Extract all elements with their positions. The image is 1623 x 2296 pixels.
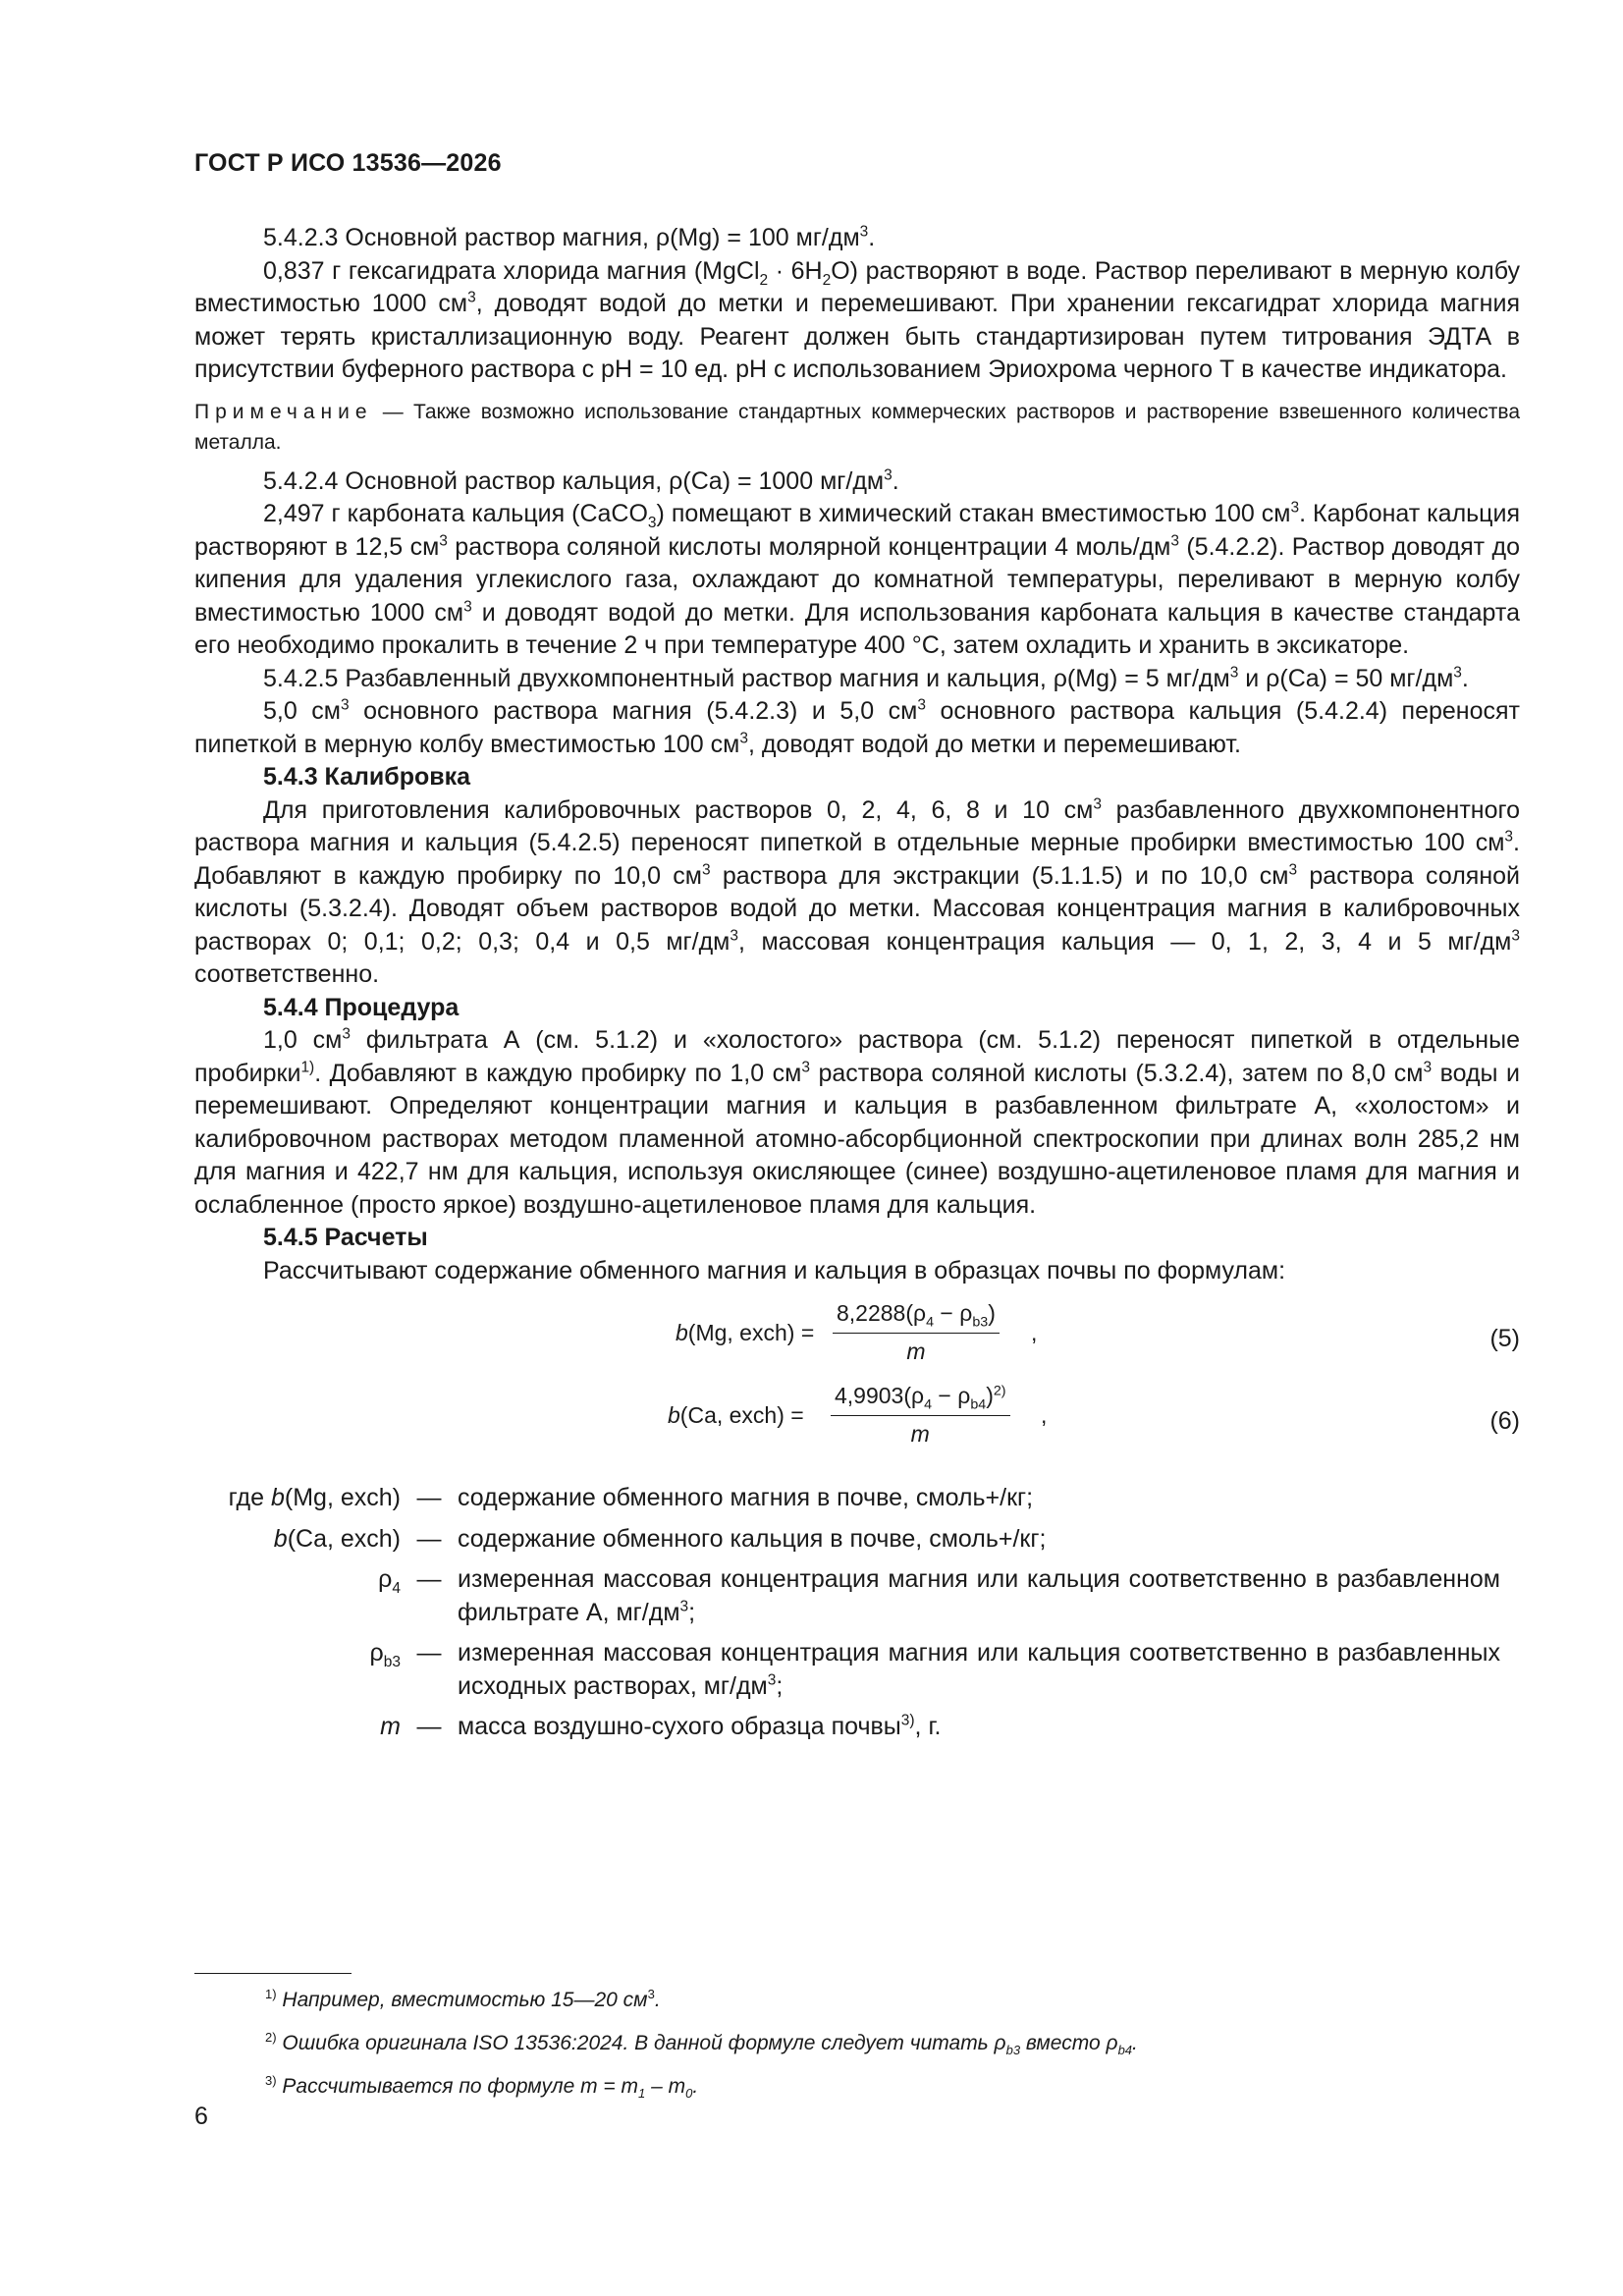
- formula-6-lhs: b(Ca, exch) =: [668, 1402, 804, 1428]
- document-header: ГОСТ Р ИСО 13536—2026: [194, 149, 502, 177]
- footnote-1: $^{1)}$ Например, вместимостью 15—20 $см^3$.: [265, 1987, 661, 2011]
- formula-6-denominator: m: [910, 1420, 930, 1447]
- definition-row: b(Ca, exch) — содержание обменного кальция в почве, смоль+/кг;: [194, 1523, 1520, 1557]
- section-heading-5-4-5: 5.4.5 Расчеты: [263, 1224, 428, 1251]
- section-heading-5-4-4: 5.4.4 Процедура: [263, 993, 460, 1021]
- paragraph-5-4-2-3: 5.4.2.3 Основной раствор магния, ρ(Mg) = 100 $мг/дм^3$.: [263, 223, 876, 251]
- formula-5-lhs: b(Mg, exch) =: [676, 1320, 815, 1345]
- definition-text: масса воздушно-сухого образца почвы$^{3)}$, г.: [458, 1712, 942, 1740]
- note: Примечание — Также возможно использование стандартных коммерческих растворов и растворение взвешенного количества металла.: [194, 400, 1520, 454]
- definition-text: измеренная массовая концентрация магния или кальция соответственно в разбавленном фильтрате А, $мг/дм^3$;: [458, 1565, 1500, 1626]
- paragraph-mg-solution: 0,837 г гексагидрата хлорида магния (MgCl$_2$ · $6H_2O$) растворяют в воде. Раствор переливают в мерную колбу вместимостью 1000 $см^3$, доводят водой до метки и перемешивают. При хранении гексагидрат хлорида магния может терять кристаллизационную воду. Реагент должен быть стандартизирован путем титрования ЭДТА в присутствии буферного раствора с pH = 10 ед. pH с использованием Эриохрома черного Т в качестве индикатора.: [194, 256, 1520, 383]
- paragraph-diluted-solution: 5,0 $см^3$ основного раствора магния (5.4.2.3) и 5,0 $см^3$ основного раствора кальция (5.4.2.4) переносят пипеткой в мерную колбу вместимостью 100 $см^3$, доводят водой до метки и перемешивают.: [194, 696, 1520, 758]
- definition-row: m — масса воздушно-сухого образца почвы$^{3)}$, г.: [194, 1711, 1520, 1744]
- formula-6-number: (6): [1489, 1407, 1520, 1435]
- paragraph-calibration: Для приготовления калибровочных растворов 0, 2, 4, 6, 8 и 10 $см^3$ разбавленного двухкомпонентного раствора магния и кальция (5.4.2.5) переносят пипеткой в отдельные мерные пробирки вместимостью 100 $см^3$. Добавляют в каждую пробирку по 10,0 $см^3$ раствора для экстракции (5.1.1.5) и по 10,0 $см^3$ раствора соляной кислоты (5.3.2.4). Доводят объем растворов водой до метки. Массовая концентрация магния в калибровочных растворах 0; 0,1; 0,2; 0,3; 0,4 и 0,5 $мг/дм^3$, массовая концентрация кальция — 0, 1, 2, 3, 4 и 5 $мг/дм^3$ соответственно.: [194, 795, 1520, 988]
- definitions-list: [194, 1482, 1520, 1744]
- definition-row: $\rho_4$ — измеренная массовая концентрация магния или кальция соответственно в разбавленном фильтрате А, $мг/дм^3$;: [194, 1563, 1520, 1629]
- definition-symbol: b(Ca, exch): [273, 1524, 401, 1553]
- definition-symbol: где b(Mg, exch): [228, 1484, 401, 1511]
- footnote-separator: [194, 1973, 352, 1974]
- footnote-2: $^{2)}$ Ошибка оригинала ISO 13536:2024. В данной формуле следует читать $\rho_{b3}$ вместо $\rho_{b4}$.: [265, 2030, 1138, 2058]
- formula-5-number: (5): [1489, 1325, 1520, 1352]
- definition-row: $\rho_{b3}$ — измеренная массовая концентрация магния или кальция соответственно в разбавленных исходных растворах, $мг/дм^3$;: [194, 1637, 1520, 1703]
- document-body: [194, 222, 1520, 1752]
- formula-6-numerator: $4,9903(\rho_4 - \rho_{b4})^{2)}$: [831, 1380, 1010, 1416]
- formula-6-fraction: [831, 1380, 1010, 1450]
- footnote-3: $^{3)}$ Рассчитывается по формуле $m = m_1 - m_0$.: [265, 2073, 699, 2102]
- definition-text: содержание обменного магния в почве, смоль+/кг;: [458, 1484, 1034, 1511]
- paragraph-5-4-2-4: 5.4.2.4 Основной раствор кальция, ρ(Ca) = 1000 $мг/дм^3$.: [263, 466, 899, 495]
- formula-6: b(Ca, exch) = $\frac{4,9903(\rho_4 - \rho_{b4})^{2)}}{m}$ , (6): [194, 1380, 1520, 1450]
- formula-6-footnote-mark: 2): [993, 1383, 1006, 1399]
- paragraph-procedure: 1,0 $см^3$ фильтрата А (см. 5.1.2) и «холостого» раствора (см. 5.1.2) переносят пипеткой в отдельные пробирки$^{1)}$. Добавляют в каждую пробирку по 1,0 $см^3$ раствора соляной кислоты (5.3.2.4), затем по 8,0 $см^3$ воды и перемешивают. Определяют концентрации магния и кальция в разбавленном фильтрате А, «холостом» и калибровочном растворах методом пламенной атомно-абсорбционной спектроскопии при длинах волн 285,2 нм для магния и 422,7 нм для кальция, используя окисляющее (синее) воздушно-ацетиленовое пламя для магния и ослабленное (просто яркое) воздушно-ацетиленовое пламя для кальция.: [194, 1025, 1520, 1219]
- definition-symbol: $\rho_{b3}$: [369, 1639, 401, 1670]
- section-heading-5-4-3: 5.4.3 Калибровка: [263, 763, 471, 791]
- paragraph-calculations: Рассчитывают содержание обменного магния и кальция в образцах почвы по формулам:: [263, 1256, 1286, 1285]
- formula-5: b(Mg, exch) = $\frac{8,2288(\rho_4 - \rho_{b3})}{m}$ , (5): [194, 1297, 1520, 1368]
- definition-text: измеренная массовая концентрация магния или кальция соответственно в разбавленных исходных растворах, $мг/дм^3$;: [458, 1639, 1500, 1700]
- definition-text: содержание обменного кальция в почве, смоль+/кг;: [458, 1524, 1047, 1553]
- formula-5-denominator: m: [906, 1338, 926, 1364]
- page-number: 6: [194, 2103, 208, 2130]
- formula-5-fraction: [833, 1297, 1000, 1368]
- note-label: Примечание: [194, 400, 373, 423]
- definition-symbol: m: [380, 1713, 401, 1740]
- definition-symbol: $\rho_4$: [378, 1565, 401, 1597]
- paragraph-5-4-2-5: 5.4.2.5 Разбавленный двухкомпонентный раствор магния и кальция, ρ(Mg) = 5 $мг/дм^3$ и ρ(Ca) = 50 $мг/дм^3$.: [263, 664, 1469, 692]
- definition-row: где b(Mg, exch) — содержание обменного магния в почве, смоль+/кг;: [194, 1482, 1520, 1515]
- paragraph-ca-solution: 2,497 г карбоната кальция (CaCO$_3$) помещают в химический стакан вместимостью 100 $см^3$. Карбонат кальция растворяют в 12,5 $см^3$ раствора соляной кислоты молярной концентрации 4 моль/$дм^3$ (5.4.2.2). Раствор доводят до кипения для удаления углекислого газа, охлаждают до комнатной температуры, переливают в мерную колбу вместимостью 1000 $см^3$ и доводят водой до метки. Для использования карбоната кальция в качестве стандарта его необходимо прокалить в течение 2 ч при температуре 400 °C, затем охладить и хранить в эксикаторе.: [194, 499, 1520, 659]
- formula-5-numerator: $8,2288(\rho_4 - \rho_{b3})$: [833, 1297, 1000, 1334]
- footnotes: [265, 1986, 1138, 2115]
